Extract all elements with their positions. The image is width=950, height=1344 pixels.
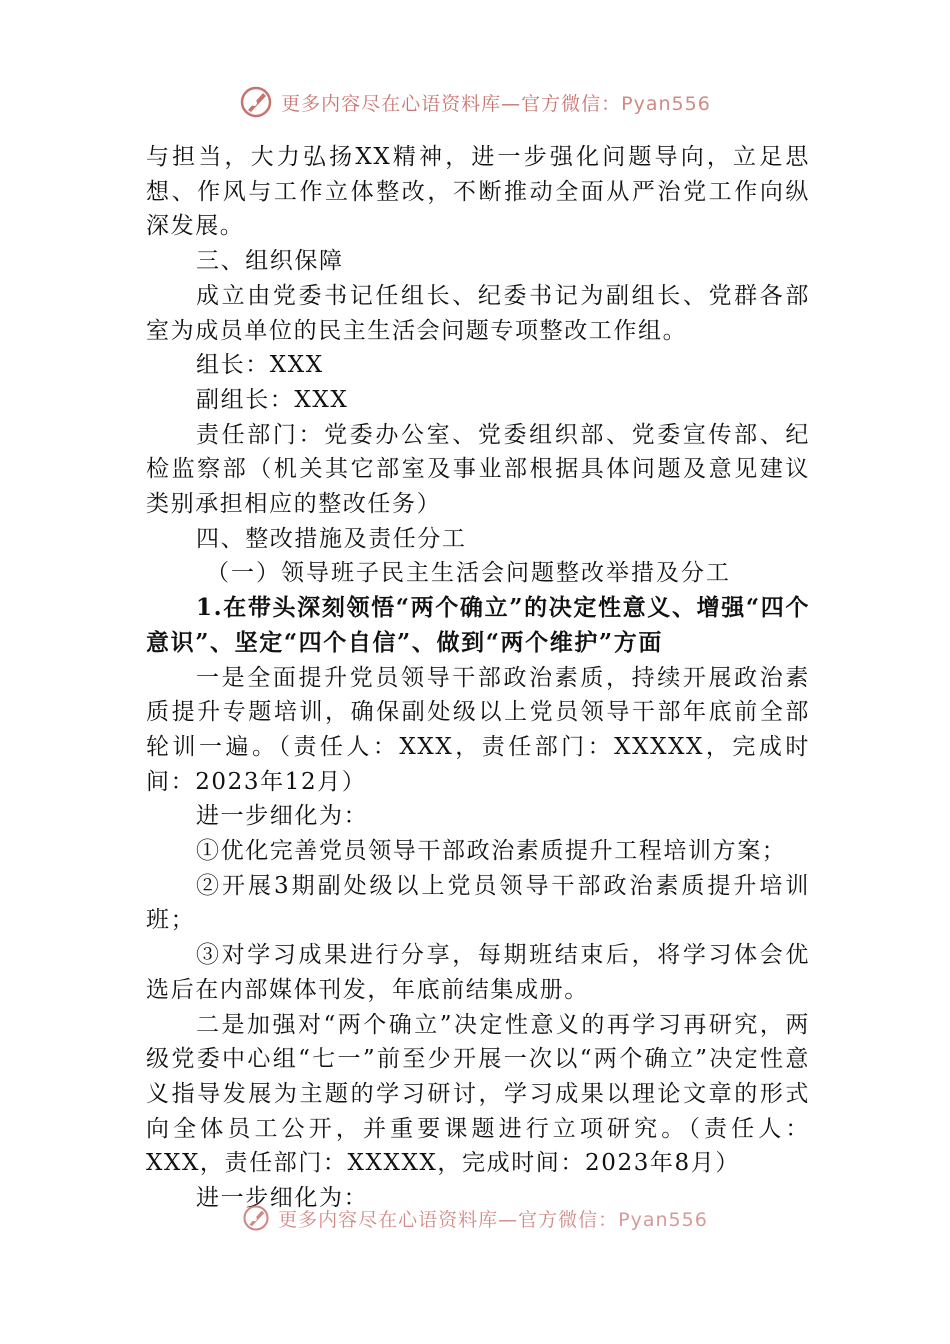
list-item: ①优化完善党员领导干部政治素质提升工程培训方案； (196, 838, 787, 865)
section-heading: 四、整改措施及责任分工 (196, 525, 467, 552)
bold-item-heading: 1.在带头深刻领悟“两个确立”的决定性意义、增强“四个意识”、坚定“四个自信”、做到“两个维护”方面 (146, 594, 810, 656)
watermark-text: 更多内容尽在心语资料库—官方微信：Pyan556 (281, 92, 711, 115)
watermark-text: 更多内容尽在心语资料库—官方微信：Pyan556 (278, 1208, 708, 1231)
paragraph: 与担当，大力弘扬XX精神，进一步强化问题导向，立足思想、作风与工作立体整改，不断推动全面从严治党工作向纵深发展。 (146, 144, 810, 240)
document-body (146, 140, 810, 1216)
paragraph: 进一步细化为： (196, 1185, 369, 1212)
paragraph: 一是全面提升党员领导干部政治素质，持续开展政治素质提升专题培训，确保副处级以上党员领导干部年底前全部轮训一遍。（责任人：XXX，责任部门：XXXXX，完成时间：2023年12月） (146, 664, 810, 795)
pen-seal-icon (239, 85, 273, 119)
paragraph: 成立由党委书记任组长、纪委书记为副组长、党群各部室为成员单位的民主生活会问题专项整改工作组。 (146, 282, 810, 344)
footer-watermark (0, 1200, 950, 1236)
paragraph: 责任部门：党委办公室、党委组织部、党委宣传部、纪检监察部（机关其它部室及事业部根据具体问题及意见建议类别承担相应的整改任务） (146, 421, 810, 518)
pen-seal-icon (242, 1204, 270, 1232)
list-item: ③对学习成果进行分享，每期班结束后，将学习体会优选后在内部媒体刊发，年底前结集成册。 (146, 942, 810, 1003)
subsection-heading: （一）领导班子民主生活会问题整改举措及分工 (206, 560, 731, 587)
header-watermark (0, 82, 950, 122)
paragraph: 组长：XXX (196, 352, 324, 379)
paragraph: 副组长：XXX (196, 386, 349, 413)
paragraph: 二是加强对“两个确立”决定性意义的再学习再研究，两级党委中心组“七一”前至少开展一次以“两个确立”决定性意义指导发展为主题的学习研讨，学习成果以理论文章的形式向全体员工公开，并重要课题进行立项研究。（责任人：XXX，责任部门：XXXXX，完成时间：2023年8月） (146, 1011, 810, 1177)
paragraph: 进一步细化为： (196, 803, 369, 830)
list-item: ②开展3期副处级以上党员领导干部政治素质提升培训班； (146, 872, 810, 934)
section-heading: 三、组织保障 (196, 248, 344, 275)
